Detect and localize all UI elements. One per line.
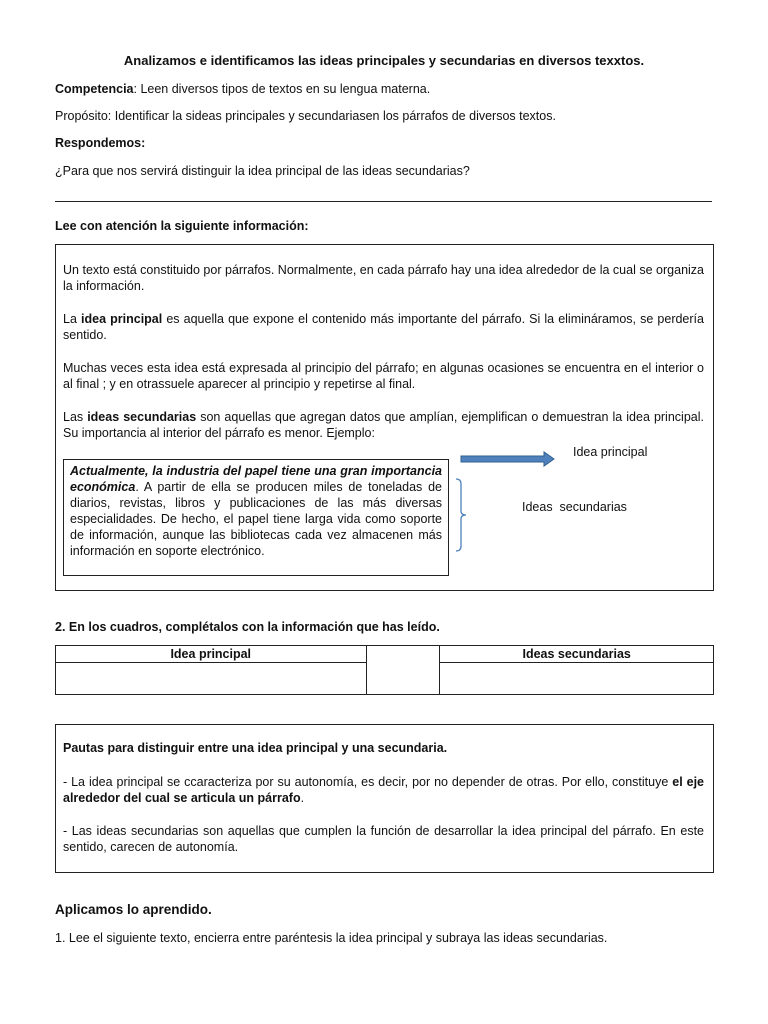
page-title: Analizamos e identificamos las ideas principales y secundarias en diversos texxtos. bbox=[123, 53, 645, 68]
info-paragraph-1: Un texto está constituido por párrafos. Normalmente, en cada párrafo hay una idea alrededor de la cual se organiza la información. bbox=[63, 263, 704, 293]
example-secondary-ideas: . A partir de ella se producen miles de toneladas de diarios, revistas, libros y publicaciones de las más diversas especialidades. De hecho, el papel tiene larga vida como soporte de información, aunque las bibliotecas cada vez almacenen más información en soporte electrónico. bbox=[70, 480, 442, 558]
label-idea-principal: Idea principal bbox=[573, 445, 648, 459]
info-box bbox=[55, 244, 714, 591]
info-p4-pre: Las bbox=[63, 410, 88, 424]
question-text: ¿Para que nos servirá distinguir la idea principal de las ideas secundarias? bbox=[55, 164, 470, 178]
table-header-secundarias: Ideas secundarias bbox=[440, 646, 714, 663]
info-p2-post: es aquella que expone el contenido más importante del párrafo. Si la elimináramos, se perdería sentido. bbox=[63, 312, 704, 342]
table-header-principal: Idea principal bbox=[56, 646, 367, 663]
pautas-p1-pre: - La idea principal se ccaracteriza por su autonomía, es decir, por no depender de otras. Por ello, constituye bbox=[63, 775, 673, 789]
info-paragraph-3: Muchas veces esta idea está expresada al principio del párrafo; en algunas ocasiones se encuentra en el interior o al final ; y en otrassuele aparecer al principio y repetirse al final. bbox=[63, 361, 704, 391]
example-box bbox=[63, 459, 449, 576]
ideas-table bbox=[55, 645, 714, 695]
proposito-line: Propósito: Identificar la sideas principales y secundariasen los párrafos de diversos textos. bbox=[55, 109, 556, 123]
label-ideas-secundarias: Ideas secundarias bbox=[522, 500, 627, 514]
arrow-shape bbox=[461, 452, 554, 466]
section2-heading: 2. En los cuadros, complétalos con la información que has leído. bbox=[55, 620, 440, 634]
pautas-paragraph-1 bbox=[63, 774, 704, 806]
pautas-p1-post: . bbox=[300, 791, 305, 805]
arrow-icon bbox=[460, 451, 556, 467]
info-p4-bold: ideas secundarias bbox=[87, 410, 197, 424]
competencia-line bbox=[55, 81, 715, 97]
pautas-heading: Pautas para distinguir entre una idea principal y una secundaria. bbox=[63, 741, 448, 755]
table-cell-principal-answer[interactable] bbox=[56, 663, 367, 695]
competencia-text: : Leen diversos tipos de textos en su lengua materna. bbox=[133, 82, 431, 96]
info-p2-bold: idea principal bbox=[81, 312, 163, 326]
info-paragraph-2 bbox=[63, 311, 704, 343]
bracket-shape bbox=[456, 479, 466, 551]
answer-line bbox=[55, 201, 712, 202]
info-p4-post: son aquellas que agregan datos que amplían, ejemplifican o demuestran la idea principal. Su importancia al interior del párrafo es menor. Ejemplo: bbox=[63, 410, 704, 440]
info-p2-pre: La bbox=[63, 312, 82, 326]
example-main-idea: Actualmente, la industria del papel tiene una gran importancia económica bbox=[70, 464, 442, 494]
info-paragraph-4 bbox=[63, 409, 704, 441]
pautas-box bbox=[55, 724, 714, 873]
aplicamos-instruction: 1. Lee el siguiente texto, encierra entre paréntesis la idea principal y subraya las ideas secundarias. bbox=[55, 931, 608, 945]
aplicamos-heading: Aplicamos lo aprendido. bbox=[55, 902, 212, 917]
table-cell-secundarias-answer[interactable] bbox=[440, 663, 714, 695]
pautas-p1-bold: el eje alrededor del cual se articula un párrafo bbox=[63, 775, 704, 805]
lee-heading: Lee con atención la siguiente información: bbox=[55, 219, 309, 233]
pautas-paragraph-2: - Las ideas secundarias son aquellas que cumplen la función de desarrollar la idea principal del párrafo. En este sentido, carecen de autonomía. bbox=[63, 824, 704, 854]
table-middle-cell bbox=[366, 646, 440, 695]
respondemos-heading: Respondemos: bbox=[55, 136, 146, 150]
bracket-icon bbox=[454, 477, 468, 553]
competencia-label: Competencia bbox=[55, 82, 134, 96]
